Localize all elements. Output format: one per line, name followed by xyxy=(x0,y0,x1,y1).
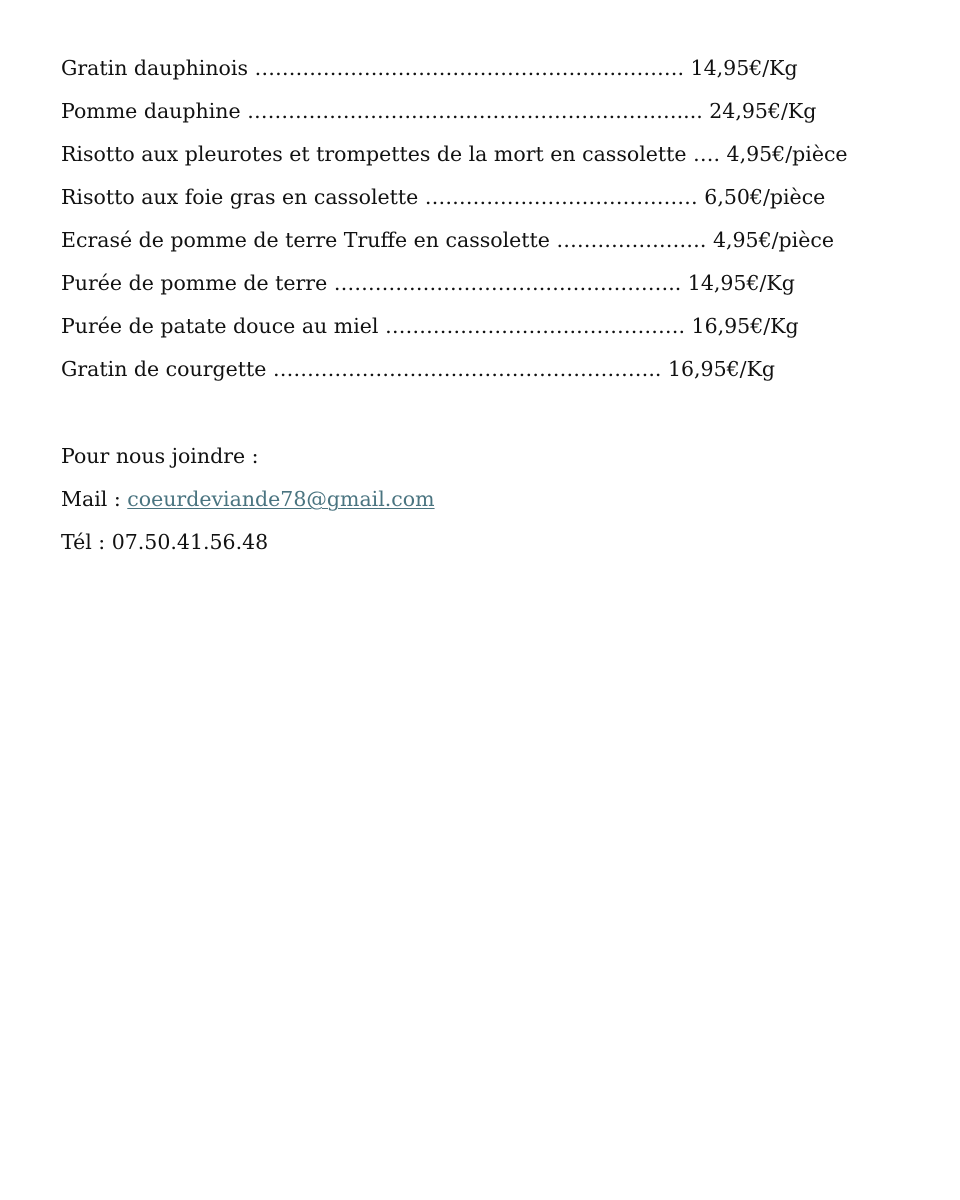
price-list-item: Ecrasé de pomme de terre Truffe en cassolette …………………. 4,95€/pièce xyxy=(61,228,834,252)
price-list-item: Purée de pomme de terre ………………………….……………….. 14,95€/Kg xyxy=(61,271,795,295)
price-list-item: Risotto aux pleurotes et trompettes de la mort en cassolette …. 4,95€/pièce xyxy=(61,142,848,166)
price-list-item: Gratin de courgette ……………………….……………………….. 16,95€/Kg xyxy=(61,357,776,381)
price-list-item: Pomme dauphine …………………….…….………………….……….... 24,95€/Kg xyxy=(61,99,817,123)
price-list-item: Gratin dauphinois ……………….…………………………….………. 14,95€/Kg xyxy=(61,56,798,80)
mail-label: Mail : xyxy=(61,487,128,511)
price-list-item: Risotto aux foie gras en cassolette …………….…………………… 6,50€/pièce xyxy=(61,185,826,209)
mail-line xyxy=(61,484,435,527)
price-list-item: Purée de patate douce au miel ……………………….……………. 16,95€/Kg xyxy=(61,314,799,338)
phone-line: Tél : 07.50.41.56.48 xyxy=(61,530,269,554)
mail-link[interactable]: coeurdeviande78@gmail.com xyxy=(127,487,435,511)
price-list xyxy=(61,53,848,397)
contact-heading: Pour nous joindre : xyxy=(61,444,259,468)
contact-section xyxy=(61,441,435,570)
